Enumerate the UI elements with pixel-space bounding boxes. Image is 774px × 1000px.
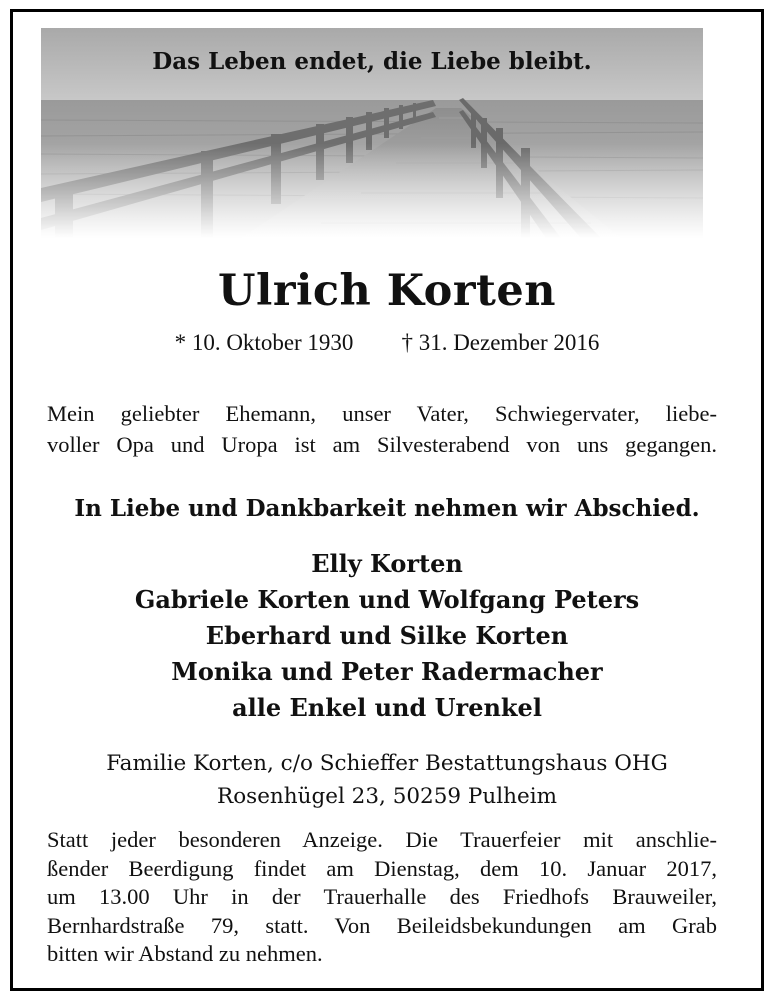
mourner-name: Elly Korten: [311, 549, 463, 578]
notice-line: Bernhardstraße 79, statt. Von Beileidsbekundungen am Grab: [47, 912, 717, 938]
mourner-name: Monika und Peter Radermacher: [171, 657, 603, 686]
mourner-name: alle Enkel und Urenkel: [232, 693, 542, 722]
contact-line: Rosenhügel 23, 50259 Pulheim: [217, 784, 557, 809]
banner-image: [41, 28, 703, 238]
notice-line: um 13.00 Uhr in der Trauerhalle des Friedhofs Brauweiler,: [47, 884, 717, 909]
deceased-name: Ulrich Korten: [218, 266, 556, 316]
birth-date: * 10. Oktober 1930: [174, 330, 354, 355]
contact-address: [0, 747, 774, 813]
mourner-name: Eberhard und Silke Korten: [205, 621, 569, 650]
notice-line: ßender Beerdigung findet am Dienstag, dem 10. Januar 2017,: [47, 855, 717, 881]
intro-line: voller Opa und Uropa ist am Silvesterabend von uns gegangen.: [47, 432, 717, 457]
intro-paragraph: [47, 398, 717, 460]
mourners-list: [0, 546, 774, 726]
banner-motto: Das Leben endet, die Liebe bleibt.: [152, 48, 592, 75]
notice-line: bitten wir Abstand zu nehmen.: [47, 941, 323, 966]
life-dates: [0, 330, 774, 356]
death-date: † 31. Dezember 2016: [401, 330, 600, 355]
contact-line: Familie Korten, c/o Schieffer Bestattungshaus OHG: [106, 751, 668, 776]
mourner-name: Gabriele Korten und Wolfgang Peters: [134, 585, 640, 614]
farewell-line: In Liebe und Dankbarkeit nehmen wir Abschied.: [74, 495, 700, 522]
notice-line: Statt jeder besonderen Anzeige. Die Trauerfeier mit anschlie-: [47, 827, 717, 852]
intro-line: Mein geliebter Ehemann, unser Vater, Schwiegervater, liebe-: [47, 401, 717, 426]
funeral-notice: [47, 826, 717, 969]
